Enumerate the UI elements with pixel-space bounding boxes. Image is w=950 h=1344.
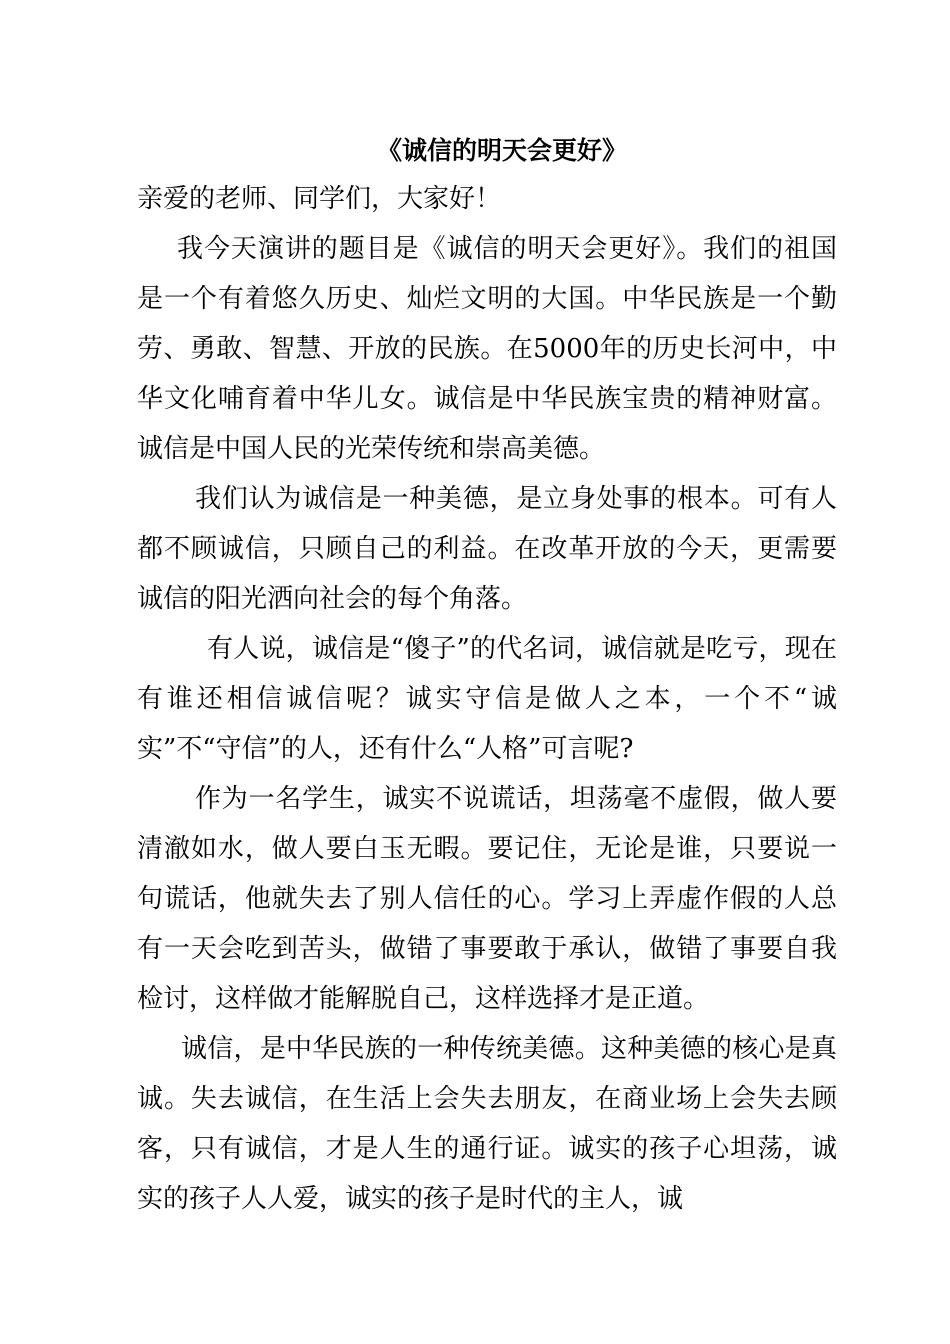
paragraph-1: 我今天演讲的题目是《诚信的明天会更好》。我们的祖国是一个有着悠久历史、灿烂文明的大国。中华民族是一个勤劳、勇敢、智慧、开放的民族。在5000年的历史长河中，中华文化哺育着中华儿女。诚信是中华民族宝贵的精神财富。诚信是中国人民的光荣传统和崇高美德。 — [137, 234, 837, 464]
greeting-line: 亲爱的老师、同学们，大家好！ — [137, 184, 502, 214]
paragraph-3: 有人说，诚信是“傻子”的代名词，诚信就是吃亏，现在有谁还相信诚信呢？诚实守信是做人之本，一个不“诚实”不“守信”的人，还有什么“人格”可言呢? — [137, 634, 837, 764]
document-body — [137, 128, 837, 1224]
document-title: 《诚信的明天会更好》 — [376, 136, 627, 165]
paragraph-2: 我们认为诚信是一种美德，是立身处事的根本。可有人都不顾诚信，只顾自己的利益。在改革开放的今天，更需要诚信的阳光洒向社会的每个角落。 — [137, 484, 837, 614]
paragraph-5: 诚信，是中华民族的一种传统美德。这种美德的核心是真诚。失去诚信，在生活上会失去朋友，在商业场上会失去顾客，只有诚信，才是人生的通行证。诚实的孩子心坦荡，诚实的孩子人人爱，诚实的孩子是时代的主人，诚 — [137, 1034, 837, 1214]
paragraph-4: 作为一名学生，诚实不说谎话，坦荡毫不虚假，做人要清澈如水，做人要白玉无暇。要记住，无论是谁，只要说一句谎话，他就失去了别人信任的心。学习上弄虚作假的人总有一天会吃到苦头，做错了事要敢于承认，做错了事要自我检讨，这样做才能解脱自己，这样选择才是正道。 — [137, 784, 837, 1014]
